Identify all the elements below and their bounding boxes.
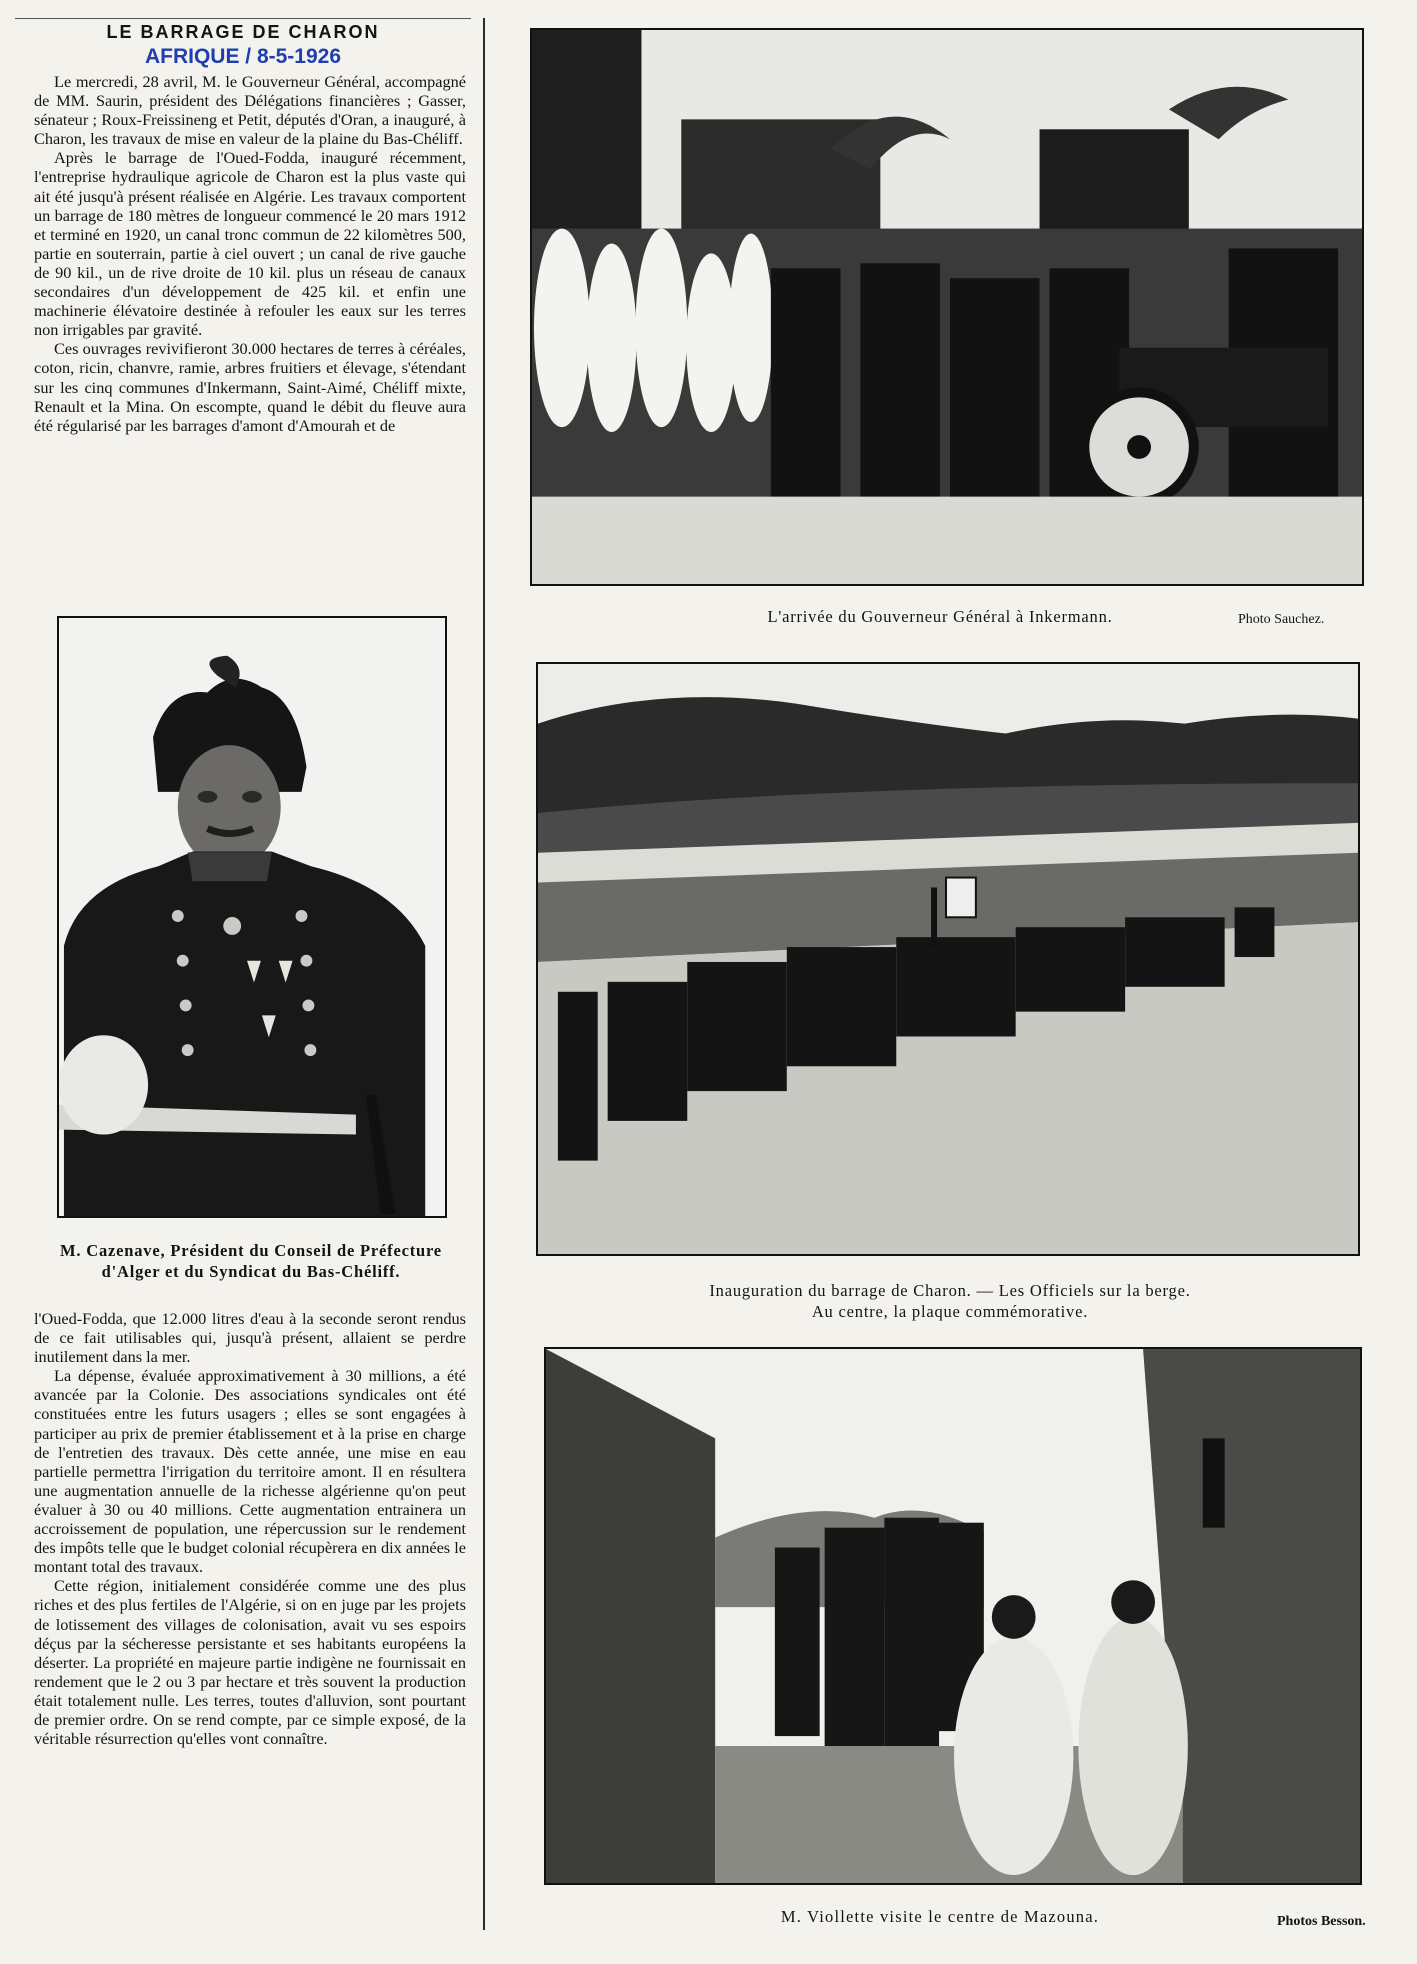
photo-mazouna-caption: M. Viollette visite le centre de Mazouna.: [780, 1907, 1100, 1926]
photo-mazouna-visit: [544, 1347, 1362, 1885]
photo-arrival-credit: Photo Sauchez.: [1238, 612, 1325, 627]
top-rule: [15, 18, 471, 19]
photo-dam-caption-line-1: Inauguration du barrage de Charon. — Les Officiels sur la berge.: [709, 1281, 1191, 1300]
photo-dam-caption-line-2: Au centre, la plaque commémorative.: [811, 1302, 1089, 1321]
source-annotation: AFRIQUE / 8-5-1926: [144, 45, 342, 68]
article-part-2: [34, 1309, 466, 1748]
paragraph: Après le barrage de l'Oued-Fodda, inauguré récemment, l'entreprise hydraulique agricole de Charon est la plus vaste qui ait été jusqu'à présent réalisée en Algérie. Les travaux comportent un barrage de 180 mètres de longueur commencé le 20 mars 1912 et terminé en 1920, un canal tronc commun de 22 kilomètres 500, partie en souterrain, partie à ciel ouvert ; un canal de rive gauche de 90 kil., un de rive droite de 10 kil. plus un réseau de canaux secondaires d'un développement de 425 kil. et enfin une machinerie élévatoire destinée à refouler les eaux sur les terres non irrigables par gravité.: [34, 148, 466, 340]
portrait-photo: [57, 616, 447, 1218]
portrait-caption: M. Cazenave, Président du Conseil de Préfecture d'Alger et du Syndicat du Bas-Chéliff.: [60, 1241, 442, 1281]
photo-dam-caption: [560, 1280, 1340, 1322]
paragraph: l'Oued-Fodda, que 12.000 litres d'eau à la seconde seront rendus de ce fait utilisables qui, jusqu'à présent, allaient se perdre inutilement dans la mer.: [34, 1309, 466, 1367]
photo-arrival-inkermann: [530, 28, 1364, 586]
photo-mazouna-credit: Photos Besson.: [1277, 1914, 1366, 1929]
paragraph: Cette région, initialement considérée comme une des plus riches et des plus fertiles de l'Algérie, si on en juge par les projets de lotissement des villages de colonisation, avait vu ses espoirs déçus par la sécheresse persistante et ses habitants européens la déserter. La propriété en majeure partie indigène ne fournissait en rendement que le 2 ou 3 par hectare et très souvent la production était totalement nulle. Les terres, toutes d'alluvion, sont pourtant de premier ordre. On se rend compte, par ce simple exposé, de la véritable résurrection qu'elles vont connaître.: [34, 1576, 466, 1749]
paragraph: La dépense, évaluée approximativement à 30 millions, a été avancée par la Colonie. Des associations syndicales ont été constituées entre les futurs usagers ; elles se sont engagées à participer au prix de premier établissement et à la prise en charge de l'entretien des travaux. Dès cette année, une mise en eau partielle permettra l'irrigation du territoire amont. Il en résultera une augmentation annuelle de la richesse algérienne qu'on peut évaluer à 30 ou 40 millions. Cette augmentation entrainera un accroissement de population, une répercussion sur le rendement des impôts telle que le budget colonial récupèrera en dix années le montant total des travaux.: [34, 1366, 466, 1577]
photo-arrival-caption: L'arrivée du Gouverneur Général à Inkermann.: [767, 607, 1113, 626]
photo-dam-inauguration: [536, 662, 1360, 1256]
paragraph: Ces ouvrages revivifieront 30.000 hectares de terres à céréales, coton, ricin, chanvre, ramie, arbres fruitiers et élevage, s'étendant sur les cinq communes d'Inkermann, Saint-Aimé, Chéliff mixte, Renault et la Mina. On escompte, quand le débit du fleuve aura été régularisé par les barrages d'amont d'Amourah et de: [34, 339, 466, 435]
headline: LE BARRAGE DE CHARON: [106, 22, 380, 42]
column-rule: [483, 18, 485, 1930]
article-part-1: [34, 72, 466, 435]
paragraph: Le mercredi, 28 avril, M. le Gouverneur Général, accompagné de MM. Saurin, président des Délégations financières ; Gasser, sénateur ; Roux-Freissineng et Petit, députés d'Oran, a inauguré, à Charon, les travaux de mise en valeur de la plaine du Bas-Chéliff.: [34, 72, 466, 149]
